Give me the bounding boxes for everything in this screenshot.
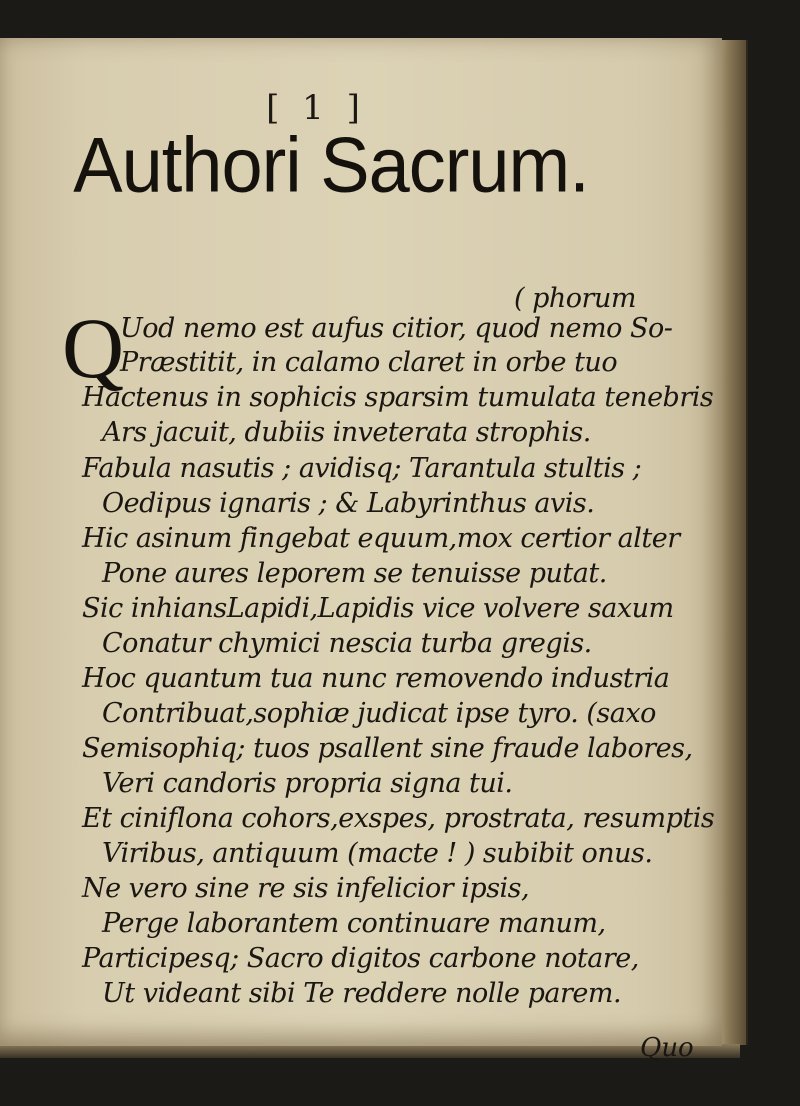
poem-line: Et ciniflona cohors,exspes, prostrata, resumptis (82, 803, 715, 834)
poem-line: Ut videant sibi Te reddere nolle parem. (102, 978, 622, 1009)
poem-line: Oedipus ignaris ; & Labyrinthus avis. (102, 488, 595, 519)
catchword: Quo (640, 1033, 694, 1063)
poem-line: Ars jacuit, dubiis inveterata strophis. (102, 417, 591, 448)
poem-line: Hoc quantum tua nunc removendo industria (82, 663, 670, 694)
poem-line: Veri candoris propria signa tui. (102, 768, 513, 799)
poem-line: Participesq; Sacro digitos carbone notare, (82, 943, 639, 974)
poem-line: Semisophiq; tuos psallent sine fraude labores, (82, 733, 693, 764)
page-header (0, 88, 722, 207)
page-title: Authori Sacrum. (73, 120, 589, 209)
poem-line: Uod nemo est aufus citior, quod nemo So- (120, 313, 673, 344)
page-bottom-edge (0, 1044, 740, 1058)
page-signature: [ 1 ] (266, 88, 366, 128)
poem-line: Contribuat,sophiæ judicat ipse tyro. (saxo (102, 698, 656, 729)
poem-line: Fabula nasutis ; avidisq; Tarantula stultis ; (82, 453, 642, 484)
poem-line: Præstitit, in calamo claret in orbe tuo (120, 347, 618, 378)
poem-line: Viribus, antiquum (macte ! ) subibit onus. (102, 838, 653, 869)
poem-line: Conatur chymici nescia turba gregis. (102, 628, 592, 659)
poem-line: Pone aures leporem se tenuisse putat. (102, 558, 607, 589)
book-page (0, 38, 722, 1063)
poem-line: Hic asinum fingebat equum,mox certior alter (82, 523, 680, 554)
poem-line: Perge laborantem continuare manum, (102, 908, 606, 939)
poem-line: Sic inhiansLapidi,Lapidis vice volvere saxum (82, 593, 674, 624)
poem-corner-note: ( phorum (514, 283, 636, 314)
drop-cap: Q (62, 300, 125, 396)
poem-line: Hactenus in sophicis sparsim tumulata tenebris (82, 382, 714, 413)
poem-line: Ne vero sine re sis infelicior ipsis, (82, 873, 530, 904)
